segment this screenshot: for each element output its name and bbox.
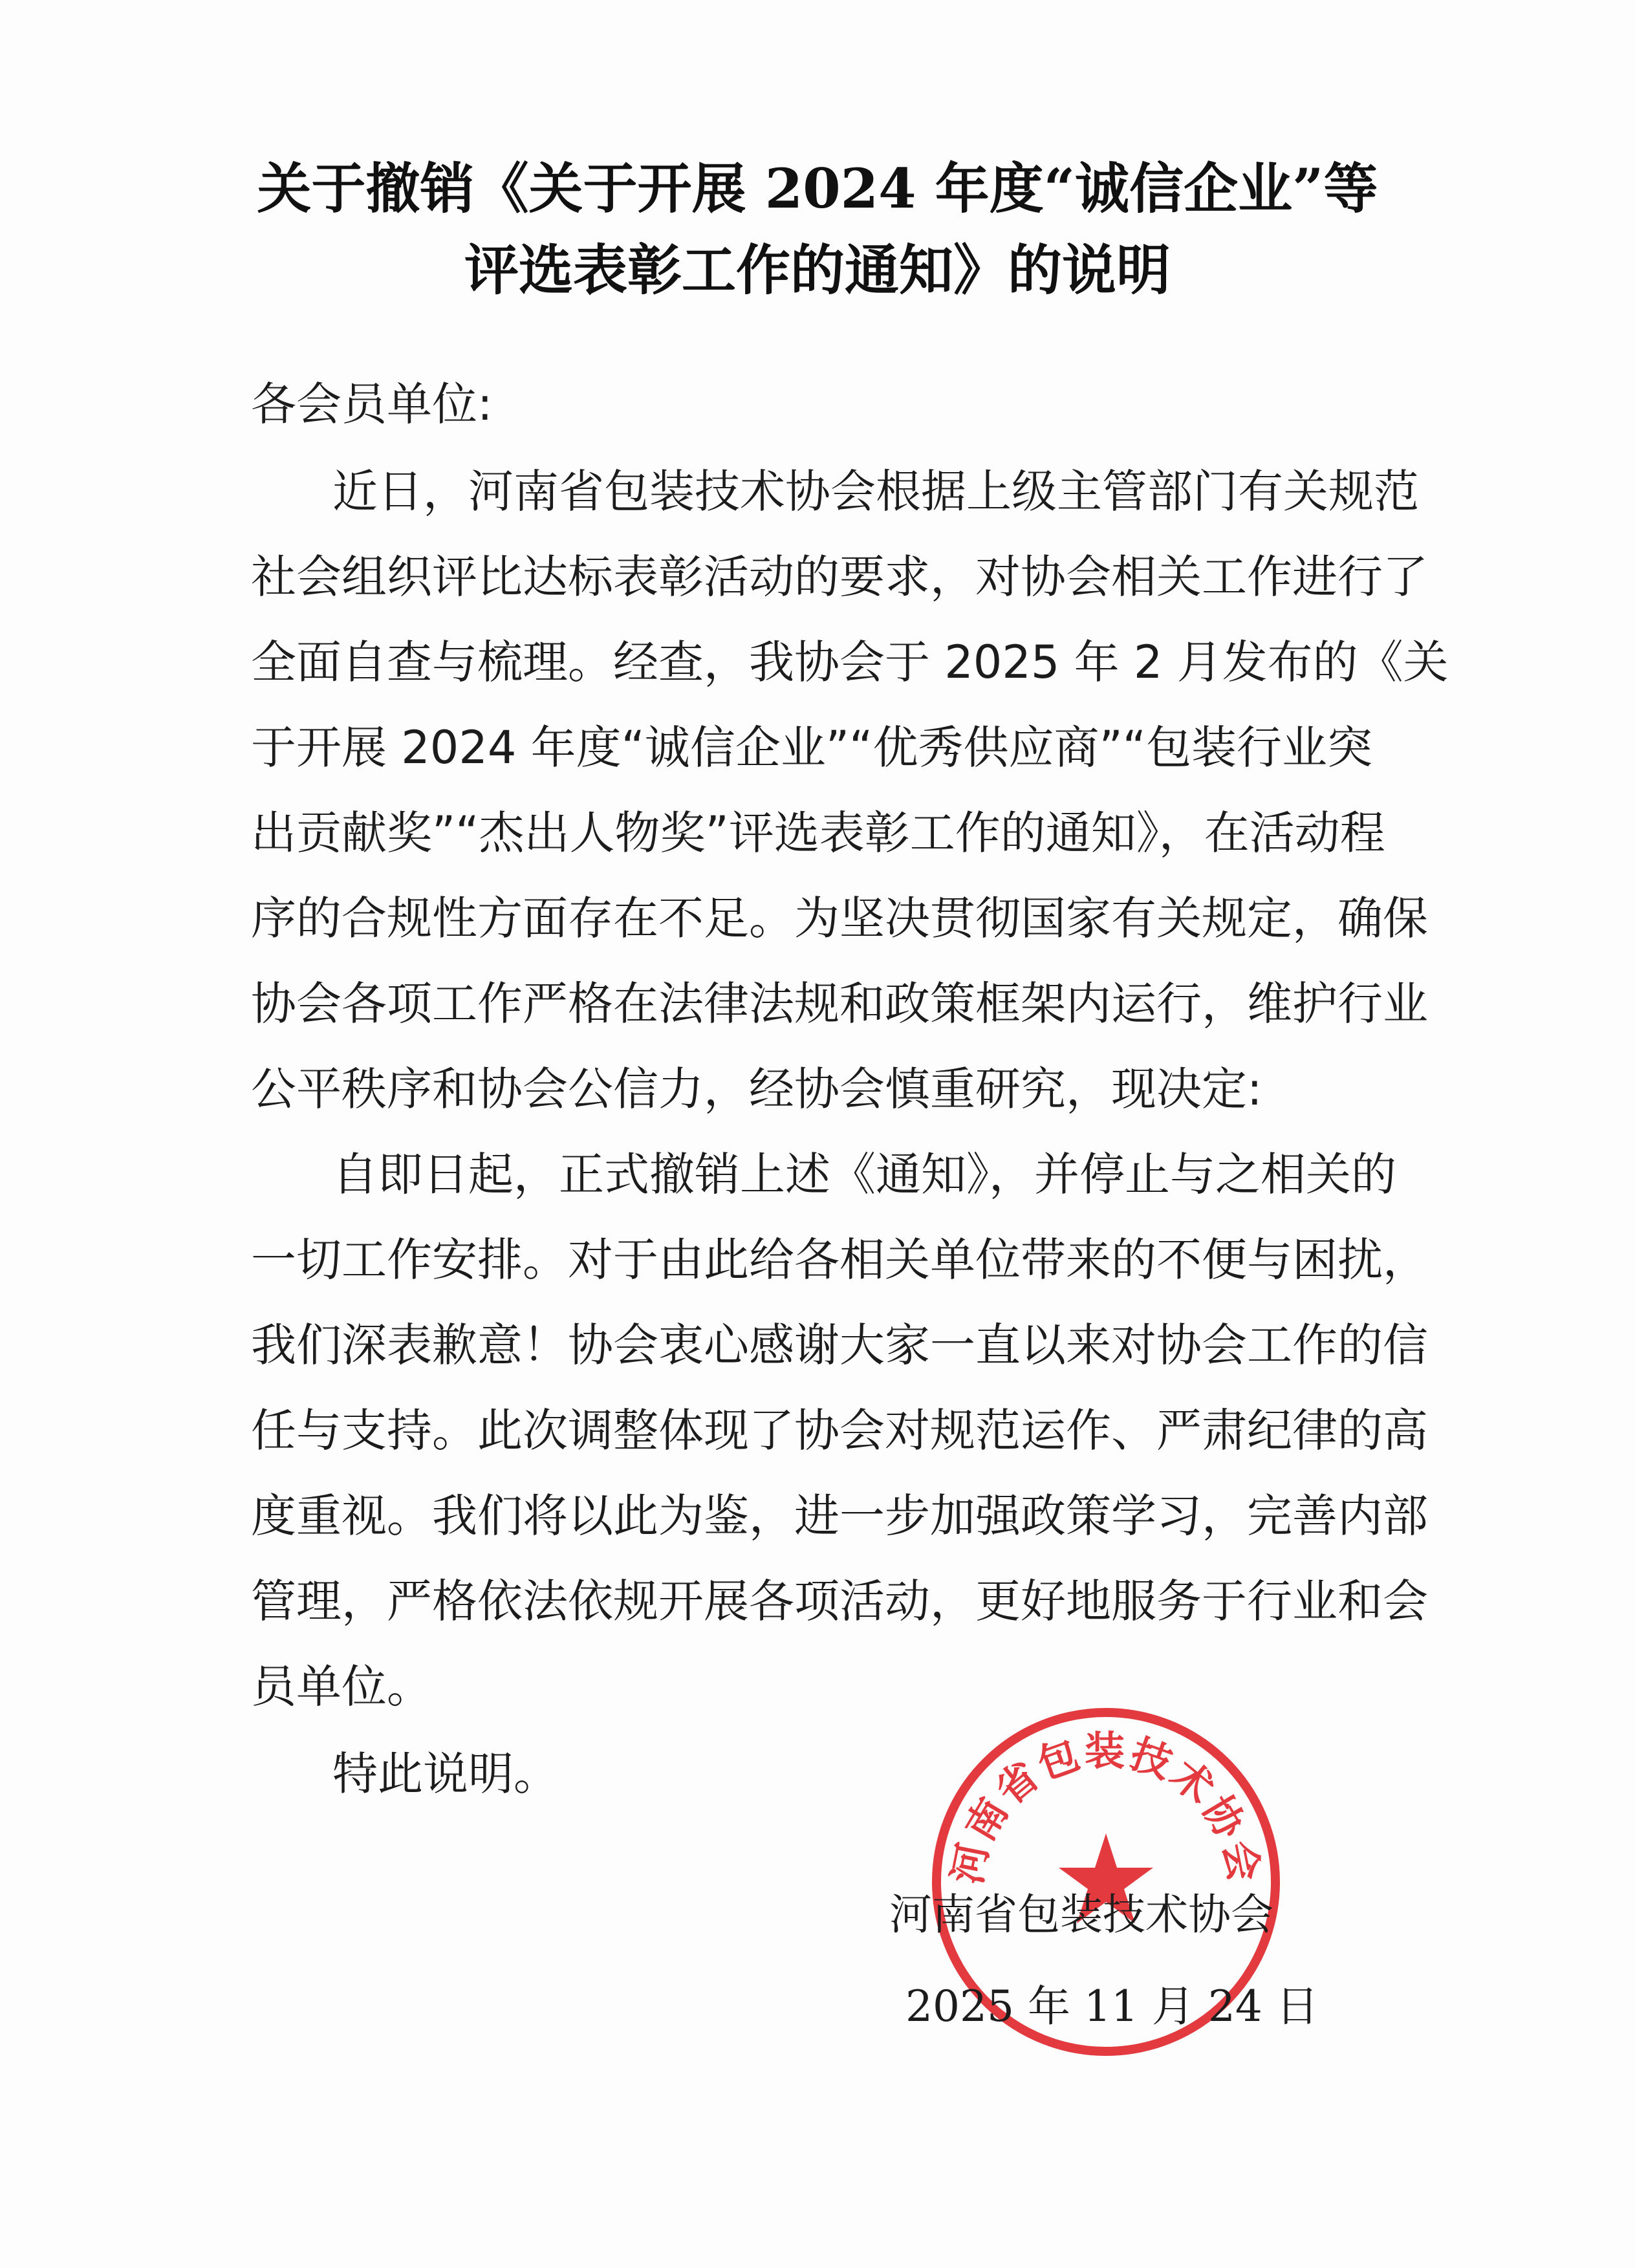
body-line: 出贡献奖”“杰出人物奖”评选表彰工作的通知》，在活动程: [251, 806, 1385, 859]
closing-remark: 特此说明。: [332, 1747, 559, 1800]
body-line: 协会各项工作严格在法律法规和政策框架内运行，维护行业: [251, 977, 1428, 1030]
body-line: 社会组织评比达标表彰活动的要求，对协会相关工作进行了: [251, 550, 1428, 603]
body-line: 全面自查与梳理。经查，我协会于 2025 年 2 月发布的《关: [251, 636, 1449, 689]
body-line: 于开展 2024 年度“诚信企业”“优秀供应商”“包装行业突: [251, 721, 1372, 774]
salutation: 各会员单位:: [251, 378, 493, 431]
seal-text: 河南省包装技术协会: [943, 1727, 1269, 1888]
body-line: 度重视。我们将以此为鉴，进一步加强政策学习，完善内部: [251, 1489, 1428, 1542]
signature-date: 2025 年 11 月 24 日: [905, 1982, 1319, 2031]
body-line: 任与支持。此次调整体现了协会对规范运作、严肃纪律的高: [251, 1404, 1428, 1457]
body-line: 我们深表歉意！协会衷心感谢大家一直以来对协会工作的信: [251, 1319, 1428, 1372]
body-line: 序的合规性方面存在不足。为坚决贯彻国家有关规定，确保: [251, 892, 1428, 945]
body-line: 一切工作安排。对于由此给各相关单位带来的不便与困扰，: [251, 1233, 1428, 1286]
body-line: 管理，严格依法依规开展各项活动，更好地服务于行业和会: [251, 1575, 1428, 1628]
signature-organization: 河南省包装技术协会: [889, 1890, 1273, 1939]
body-line: 自即日起，正式撤销上述《通知》，并停止与之相关的: [332, 1148, 1396, 1201]
body-line: 近日，河南省包装技术协会根据上级主管部门有关规范: [332, 465, 1419, 518]
document-title-line-1: 关于撤销《关于开展 2024 年度“诚信企业”等: [257, 157, 1378, 221]
document-title-line-2: 评选表彰工作的通知》的说明: [464, 238, 1171, 302]
body-line: 公平秩序和协会公信力，经协会慎重研究，现决定:: [251, 1063, 1262, 1116]
body-line: 员单位。: [251, 1660, 432, 1713]
